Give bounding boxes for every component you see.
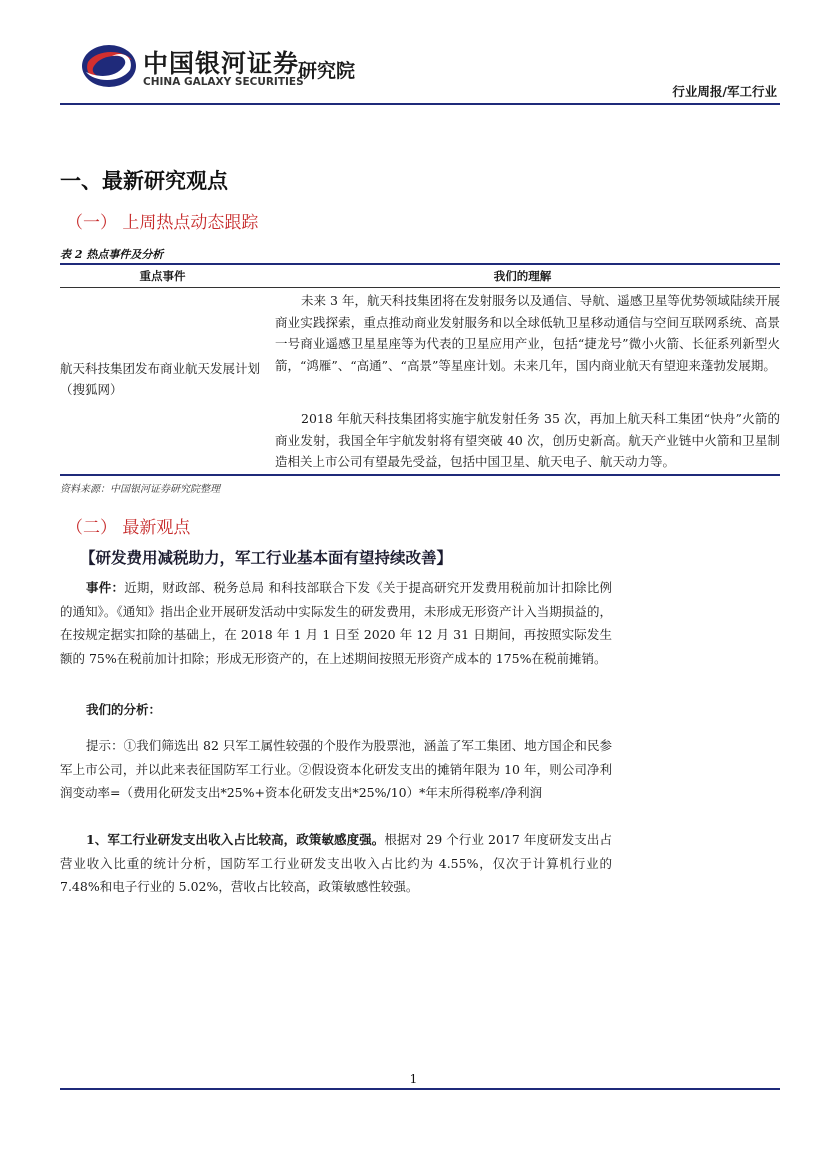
point-1-paragraph (60, 828, 612, 899)
analysis-label: 我们的分析： (86, 702, 162, 717)
logo-text-cn: 中国银河证券 (143, 49, 300, 78)
footer-divider (60, 1088, 780, 1090)
tip-paragraph: 提示：①我们筛选出 82 只军工属性较强的个股作为股票池，涵盖了军工集团、地方国企和民参军上市公司，并以此来表征国防军工行业。②假设资本化研发支出的摊销年限为 10 年，则公司净利润变动率=（费用化研发支出*25%+资本化研发支出*25%/10）*年末所得税率/净利润 (60, 738, 612, 800)
subsection-title-latest-views: （二） 最新观点 (66, 518, 191, 538)
table-top-rule (60, 263, 780, 265)
table-cell-understanding-p1: 未来 3 年，航天科技集团将在发射服务以及通信、导航、遥感卫星等优势领域陆续开展商业实践探索，重点推动商业发射服务和以全球低轨卫星移动通信与空间互联网系统、高景一号商业遥感卫星星座等为代表的卫星应用产业，包括“捷龙号”微小火箭、长征系列新型火箭，“鸿雁”、“高通”、“高景”等星座计划。未来几年，国内商业航天有望迎来蓬勃发展期。 (275, 293, 780, 373)
section-title: 一、最新研究观点 (60, 168, 228, 193)
table-header-rule (60, 287, 780, 288)
event-paragraph (60, 576, 612, 670)
event-text: 近期，财政部、税务总局 和科技部联合下发《关于提高研究开发费用税前加计扣除比例的通知》。《通知》指出企业开展研发活动中实际发生的研发费用，未形成无形资产计入当期损益的，在按规定据实扣除的基础上，在 2018 年 1 月 1 日至 2020 年 12 月 31 日期间，再按照实际发生额的 75%在税前加计扣除；形成无形资产的，在上述期间按照无形资产成本的 175%在税前摊销。 (60, 580, 612, 666)
logo-institute: 研究院 (298, 60, 356, 82)
table-source: 资料来源：中国银河证券研究院整理 (60, 484, 220, 495)
event-label: 事件： (86, 580, 125, 595)
table-header-understanding: 我们的理解 (493, 269, 552, 283)
table-cell-understanding-p2: 2018 年航天科技集团将实施宇航发射任务 35 次，再加上航天科工集团“快舟”火箭的商业发射，我国全年宇航发射将有望突破 40 次，创历史新高。航天产业链中火箭和卫星制造相关上市公司有望最先受益，包括中国卫星、航天电子、航天动力等。 (275, 411, 780, 469)
point-1-text: 根据对 29 个行业 2017 年度研发支出占营业收入比重的统计分析，国防军工行业研发支出收入占比约为 4.55%，仅次于计算机行业的 7.48%和电子行业的 5.02%，营收占比较高，政策敏感性较强。 (60, 832, 612, 894)
page-number: 1 (409, 1072, 418, 1086)
logo-text-en: CHINA GALAXY SECURITIES (143, 76, 304, 88)
header-divider (60, 103, 780, 105)
table-bottom-rule (60, 474, 780, 476)
subsection-title-hot-events: （一） 上周热点动态跟踪 (66, 213, 259, 233)
table-header-event: 重点事件 (139, 269, 186, 283)
point-1-heading: 1、军工行业研发支出收入占比较高，政策敏感度强。 (86, 832, 385, 847)
table-cell-event: 航天科技集团发布商业航天发展计划（搜狐网） (60, 361, 261, 397)
report-tag: 行业周报/军工行业 (672, 84, 777, 99)
galaxy-logo-icon (80, 42, 138, 90)
view-headline: 【研发费用减税助力，军工行业基本面有望持续改善】 (80, 548, 453, 567)
table-caption: 表 2 热点事件及分析 (60, 248, 164, 261)
